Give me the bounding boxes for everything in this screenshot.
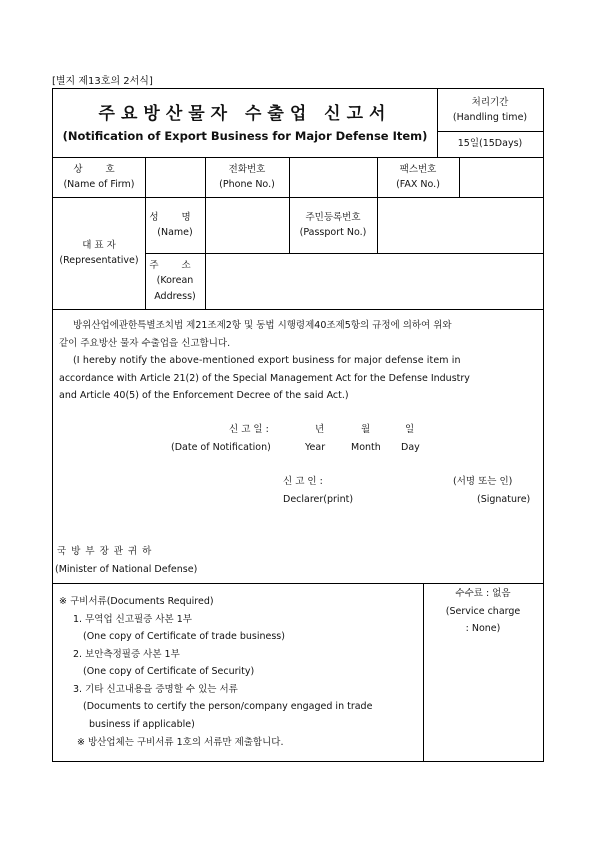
document-1-kr: 1. 무역업 신고필증 사본 1부 [73, 613, 192, 625]
handling-time-value [437, 131, 543, 157]
date-label-kr: 신 고 일 : [229, 424, 269, 435]
form-number-label: [별지 제13호의 2서식] [52, 76, 153, 87]
handling-time-days: 15일(15Days) [457, 138, 523, 150]
documents-required [59, 593, 372, 751]
date-day-en: Day [401, 442, 420, 453]
document-3-en-1: (Documents to certify the person/company engaged in trade [83, 701, 373, 713]
declarer-label-kr: 신 고 인 : [283, 476, 323, 487]
phone-field[interactable] [289, 157, 377, 197]
document-1-en: (One copy of Certificate of trade business) [83, 631, 285, 643]
firm-name-label-en: (Name of Firm) [63, 179, 135, 190]
declarer-label-en: Declarer(print) [283, 494, 354, 505]
firm-name-label-kr: 상 호 [73, 163, 125, 175]
declaration-en-line3: and Article 40(5) of the Enforcement Decree of the said Act.) [59, 390, 349, 402]
document-2-kr: 2. 보안측정필증 사본 1부 [73, 648, 180, 660]
firm-name-label [53, 157, 145, 197]
date-month-kr: 월 [361, 424, 371, 435]
phone-label-kr: 전화번호 [228, 163, 266, 175]
address-label-kr: 주 소 [149, 260, 201, 272]
document-3-kr: 3. 기타 신고내용을 증명할 수 있는 서류 [73, 683, 238, 695]
date-day-kr: 일 [405, 424, 415, 435]
address-label-en-1: (Korean [156, 275, 194, 287]
documents-note: ※ 방산업체는 구비서류 1호의 서류만 제출합니다. [77, 736, 284, 748]
signature-label-en: (Signature) [477, 494, 531, 505]
declaration-kr-line1: 방위산업에관한특별조치법 제21조제2항 및 동법 시행령제40조제5항의 규정에 의하여 위와 [73, 320, 452, 331]
handling-time-label-en: (Handling time) [452, 112, 528, 123]
address-label-en-2: Address) [154, 290, 196, 302]
rep-name-label-en: (Name) [157, 227, 193, 238]
date-label-en: (Date of Notification) [171, 442, 271, 453]
service-fee-en-2: : None) [465, 623, 501, 635]
addressee-en: (Minister of National Defense) [55, 564, 198, 575]
rep-name-label [145, 197, 205, 253]
rep-name-field[interactable] [205, 197, 289, 253]
representative-label [53, 197, 145, 309]
date-year-kr: 년 [315, 424, 325, 435]
fax-label [377, 157, 459, 197]
address-label [145, 253, 205, 309]
passport-label-kr: 주민등록번호 [305, 211, 361, 223]
phone-label [205, 157, 289, 197]
date-year-en: Year [305, 442, 326, 453]
form-title-korean: 주요방산물자 수출업 신고서 [98, 104, 392, 124]
phone-label-en: (Phone No.) [219, 179, 275, 190]
address-field[interactable] [205, 253, 543, 309]
firm-name-field[interactable] [145, 157, 205, 197]
passport-label [289, 197, 377, 253]
declaration-kr-line2: 같이 주요방산 물자 수출업을 신고합니다. [59, 337, 231, 349]
fax-field[interactable] [459, 157, 543, 197]
handling-time-label-kr: 처리기간 [471, 96, 509, 108]
document-2-en: (One copy of Certificate of Security) [83, 666, 255, 678]
representative-label-kr: 대 표 자 [82, 239, 116, 251]
documents-header: ※ 구비서류(Documents Required) [59, 596, 214, 607]
date-month-en: Month [351, 442, 381, 453]
service-fee [423, 585, 543, 638]
declaration-en-line2: accordance with Article 21(2) of the Special Management Act for the Defense Industry [59, 372, 470, 384]
notification-form [52, 88, 544, 762]
document-3-en-2: business if applicable) [89, 718, 195, 730]
declaration-text [59, 317, 539, 405]
service-fee-en-1: (Service charge [445, 605, 521, 617]
fax-label-kr: 팩스번호 [399, 163, 437, 175]
addressee-kr: 국 방 부 장 관 귀 하 [57, 546, 153, 557]
passport-label-en: (Passport No.) [299, 227, 367, 238]
form-title-english: (Notification of Export Business for Major Defense Item) [62, 129, 428, 143]
handling-time-label [437, 89, 543, 131]
fax-label-en: (FAX No.) [396, 179, 440, 190]
service-fee-kr: 수수료 : 없음 [455, 588, 511, 599]
passport-field[interactable] [377, 197, 543, 253]
declaration-en-line1: (I hereby notify the above-mentioned export business for major defense item in [73, 355, 461, 367]
signature-label-kr: (서명 또는 인) [453, 476, 513, 487]
representative-label-en: (Representative) [59, 255, 139, 266]
rep-name-label-kr: 성 명 [149, 211, 201, 223]
